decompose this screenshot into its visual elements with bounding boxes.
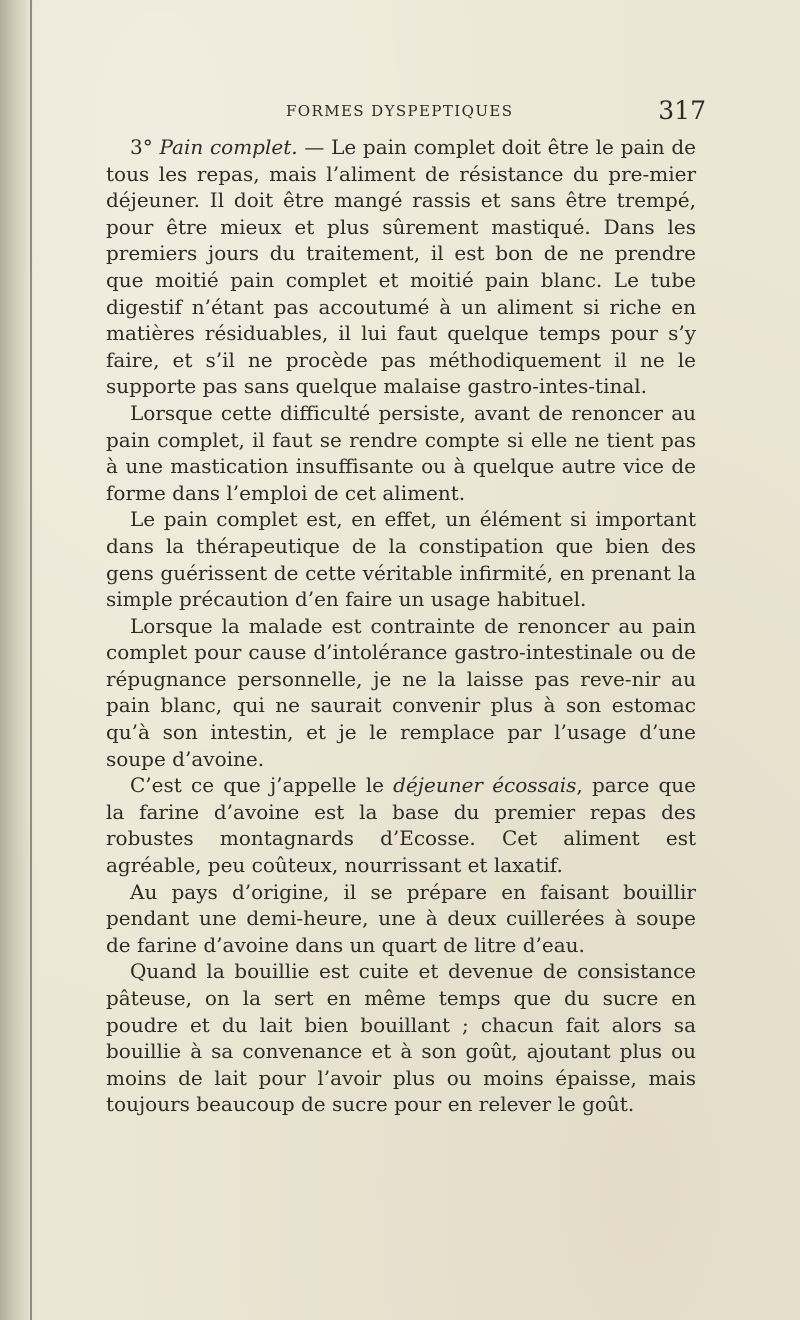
paragraph-5-start: C’est ce que j’appelle le [130, 773, 394, 798]
running-head: FORMES DYSPEPTIQUES [286, 102, 514, 120]
paragraph-2: Lorsque cette difficulté persiste, avant de renoncer au pain complet, il faut se rendre compte si elle ne tient pas à une mastication insuffisante ou à quelque autre vice de forme dans l’emploi de cet aliment. [106, 400, 696, 505]
paragraph-6: Au pays d’origine, il se prépare en faisant bouillir pendant une demi-heure, une à deux cuillerées à soupe de farine d’avoine dans un quart de litre d’eau. [106, 879, 696, 957]
page-binding-edge [0, 0, 34, 1320]
page-header [106, 96, 706, 132]
paragraph-5-end: , parce que la farine d’avoine est la base du premier repas des robustes montagnards d’Ecosse. Cet aliment est agréable, peu coûteux, nourrissant et laxatif. [106, 773, 696, 878]
page-number: 317 [658, 96, 706, 125]
body-text [106, 134, 696, 1118]
paragraph-7: Quand la bouillie est cuite et devenue de consistance pâteuse, on la sert en même temps que du sucre en poudre et du lait bien bouillant ; chacun fait alors sa bouillie à sa convenance et à son goût, ajoutant plus ou moins de lait pour l’avoir plus ou moins épaisse, mais toujours beaucoup de sucre pour en relever le goût. [106, 959, 696, 1117]
section-title: Pain complet. [159, 135, 298, 159]
section-number: 3° [130, 135, 160, 159]
paragraph-3: Le pain complet est, en effet, un élément si important dans la thérapeutique de la constipation que bien des gens guérissent de cette véritable infirmité, en prenant la simple précaution d’en faire un usage habituel. [106, 507, 696, 612]
paragraph-1-text: — Le pain complet doit être le pain de tous les repas, mais l’aliment de résistance du pre-mier déjeuner. Il doit être mangé rassis et sans être trempé, pour être mieux et plus sûrement mastiqué. Dans les premiers jours du traitement, il est bon de ne prendre que moitié pain complet et moitié pain blanc. Le tube digestif n’étant pas accoutumé à un aliment si riche en matières résiduables, il lui faut quelque temps pour s’y faire, et s’il ne procède pas méthodiquement il ne le supporte pas sans quelque malaise gastro-intes-tinal. [106, 135, 696, 399]
paragraph-1 [106, 134, 696, 400]
emphasis-dejeuner-ecossais: déjeuner écossais [393, 773, 577, 798]
paragraph-4: Lorsque la malade est contrainte de renoncer au pain complet pour cause d’intolérance gastro-intestinale ou de répugnance personnelle, je ne la laisse pas reve-nir au pain blanc, qui ne saurait convenir plus à son estomac qu’à son intestin, et je le remplace par l’usage d’une soupe d’avoine. [106, 613, 696, 771]
page-binding-line [30, 0, 32, 1320]
paragraph-5 [106, 772, 696, 878]
